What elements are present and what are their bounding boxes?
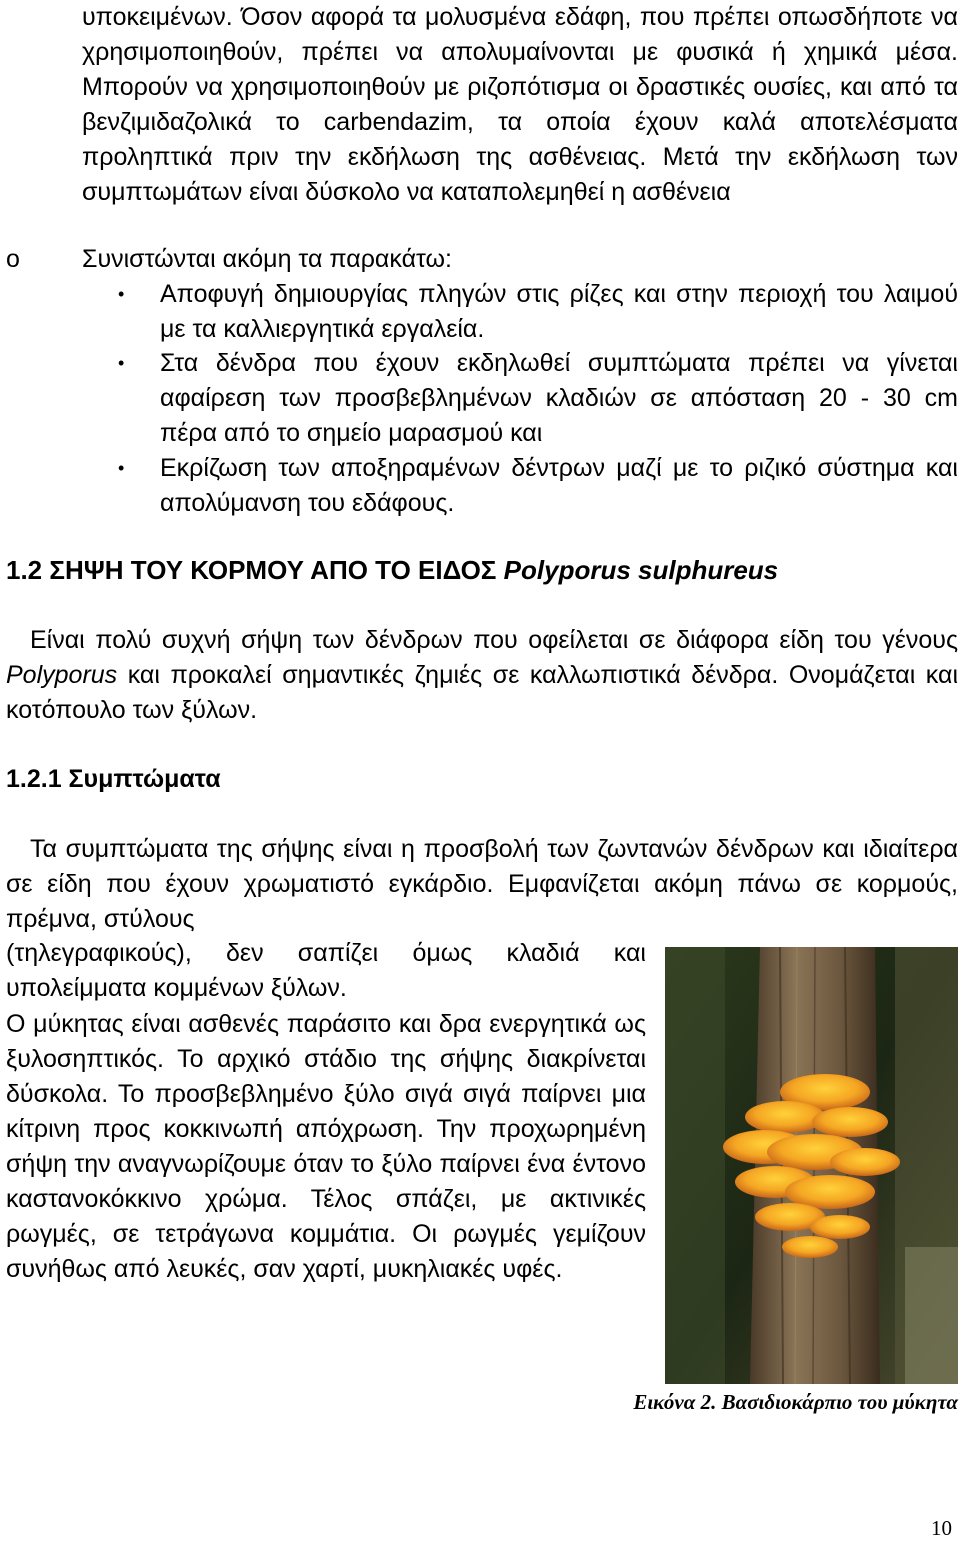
- symptoms-paragraph-1: Τα συμπτώματα της σήψης είναι η προσβολή των ζωντανών δένδρων και ιδιαίτερα σε είδη που έχουν χρωματιστό εγκάρδιο. Εμφανίζεται ακόμη πάνω σε κορμούς, πρέμνα, στύλους: [6, 835, 958, 933]
- section-heading: [6, 552, 778, 588]
- intro-text-1: Είναι πολύ συχνή σήψη των δένδρων που οφείλεται σε διάφορα είδη του γένους: [30, 626, 958, 654]
- bullet-icon: •: [118, 353, 125, 373]
- figure-caption: Εικόνα 2. Βασιδιοκάρπιο του μύκητα: [633, 1390, 958, 1414]
- subsection-heading: 1.2.1 Συμπτώματα: [6, 765, 221, 793]
- section-heading-species: Polyporus sulphureus: [503, 555, 779, 585]
- bullet-text: Αποφυγή δημιουργίας πληγών στις ρίζες και στην περιοχή του λαιμού με τα καλλιεργητικά εργαλεία.: [160, 280, 958, 343]
- intro-paragraph: [6, 623, 958, 728]
- intro-text-2: και προκαλεί σημαντικές ζημιές σε καλλωπιστικά δένδρα. Ονομάζεται και κοτόπουλο των ξύλων.: [6, 661, 958, 724]
- top-paragraph: υποκειμένων. Όσον αφορά τα μολυσμένα εδάφη, που πρέπει οπωσδήποτε να χρησιμοποιηθούν, πρέπει να απολυμαίνονται με φυσικά ή χημικά μέσα. Μπορούν να χρησιμοποιηθούν με ριζοπότισμα οι δραστικές ουσίες, και από τα βενζιμιδαζολικά το carbendazim, τα οποία έχουν καλά αποτελέσματα προληπτικά πριν την εκδήλωση της ασθένειας. Μετά την εκδήλωση των συμπτωμάτων είναι δύσκολο να καταπολεμηθεί η ασθένεια: [82, 3, 958, 206]
- bullet-text: Στα δένδρα που έχουν εκδηλωθεί συμπτώματα πρέπει να γίνεται αφαίρεση των προσβεβλημένων κλαδιών σε απόσταση 20 - 30 cm πέρα από το σημείο μαρασμού και: [160, 349, 958, 447]
- bullet-item-3: [118, 451, 958, 521]
- intro-genus: Polyporus: [6, 661, 118, 689]
- list-item-level1-text: Συνιστώνται ακόμη τα παρακάτω:: [82, 245, 453, 273]
- page-number: 10: [931, 1516, 952, 1540]
- circle-bullet-icon: o: [6, 245, 20, 273]
- section-heading-text: 1.2 ΣΗΨΗ ΤΟΥ ΚΟΡΜΟΥ ΑΠΟ ΤΟ ΕΙΔΟΣ: [6, 555, 497, 585]
- bullet-icon: •: [118, 458, 125, 478]
- fungus-photo: [665, 947, 958, 1384]
- bullet-text: Εκρίζωση των αποξηραμένων δέντρων μαζί με το ριζικό σύστημα και απολύμανση του εδάφους.: [160, 454, 958, 517]
- bullet-item-2: [118, 346, 958, 451]
- bullet-icon: •: [118, 284, 125, 304]
- list-item-level1: [6, 242, 452, 277]
- symptoms-paragraph-3: Ο μύκητας είναι ασθενές παράσιτο και δρα ενεργητικά ως ξυλοσηπτικός. Το αρχικό στάδιο της σήψης διακρίνεται δύσκολα. Το προσβεβλημένο ξύλο σιγά σιγά παίρνει μια κίτρινη προς κοκκινωπή απόχρωση. Την προχωρημένη σήψη την αναγνωρίζουμε όταν το ξύλο παίρνει ένα έντονο καστανοκόκκινο χρώμα. Τέλος σπάζει, με ακτινικές ρωγμές, σε τετράγωνα κομμάτια. Οι ρωγμές γεμίζουν συνήθως από λευκές, σαν χαρτί, μυκηλιακές υφές.: [6, 1010, 646, 1283]
- symptoms-paragraph-2: (τηλεγραφικούς), δεν σαπίζει όμως κλαδιά και υπολείμματα κομμένων ξύλων.: [6, 939, 646, 1002]
- bullet-item-1: [118, 277, 958, 347]
